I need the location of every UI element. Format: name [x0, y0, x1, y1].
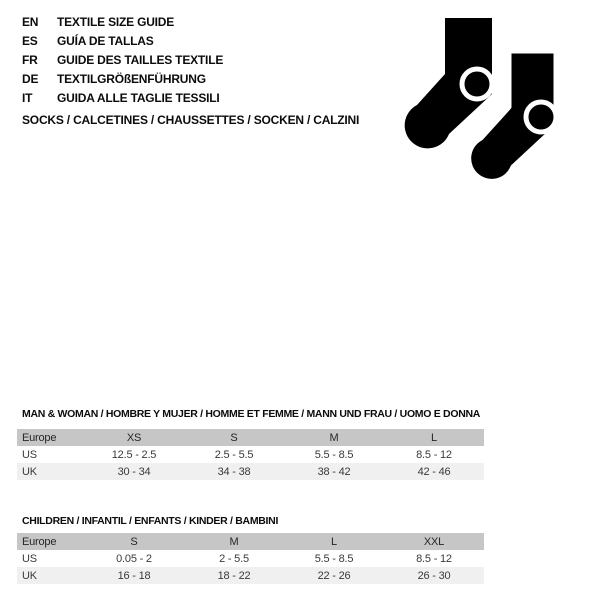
size-value: 12.5 - 2.5: [111, 448, 157, 461]
table-row-us: [17, 446, 484, 463]
row-label: US: [22, 552, 37, 565]
language-label: GUIDE DES TAILLES TEXTILE: [57, 53, 224, 67]
language-label: GUÍA DE TALLAS: [57, 34, 154, 48]
size-value: 26 - 30: [417, 569, 451, 582]
socks-icon: [400, 0, 600, 200]
language-row-es: [22, 32, 223, 51]
column-header: Europe: [22, 535, 57, 548]
size-table-children: [17, 533, 484, 584]
table-row-uk: [17, 463, 484, 480]
language-row-it: [22, 89, 223, 108]
size-value: 0.05 - 2: [116, 552, 152, 565]
column-header: L: [331, 535, 337, 548]
language-row-de: [22, 70, 223, 89]
column-header: XS: [126, 431, 142, 444]
column-header: S: [130, 535, 138, 548]
language-row-en: [22, 13, 223, 32]
column-header: S: [230, 431, 238, 444]
language-row-fr: [22, 51, 223, 70]
table-header-row: [17, 429, 484, 446]
size-value: 18 - 22: [217, 569, 251, 582]
language-code: DE: [22, 72, 39, 86]
column-header: M: [229, 535, 239, 548]
size-value: 22 - 26: [317, 569, 351, 582]
column-header: L: [431, 431, 437, 444]
language-label: TEXTILE SIZE GUIDE: [57, 15, 175, 29]
size-value: 30 - 34: [117, 465, 151, 478]
column-header: XXL: [423, 535, 445, 548]
size-value: 42 - 46: [417, 465, 451, 478]
sock-back-shape: [405, 18, 492, 148]
row-label: UK: [22, 465, 37, 478]
size-value: 2.5 - 5.5: [214, 448, 254, 461]
size-value: 2 - 5.5: [219, 552, 249, 565]
size-value: 5.5 - 8.5: [314, 448, 354, 461]
row-label: US: [22, 448, 37, 461]
language-label: GUIDA ALLE TAGLIE TESSILI: [57, 91, 220, 105]
size-table-adults: [17, 429, 484, 480]
size-value: 8.5 - 12: [416, 448, 452, 461]
language-list: [22, 13, 223, 108]
size-value: 16 - 18: [117, 569, 151, 582]
column-header: M: [329, 431, 339, 444]
table-row-us: [17, 550, 484, 567]
size-value: 5.5 - 8.5: [314, 552, 354, 565]
language-code: EN: [22, 15, 39, 29]
size-value: 8.5 - 12: [416, 552, 452, 565]
language-code: ES: [22, 34, 38, 48]
language-label: TEXTILGRÖßENFÜHRUNG: [57, 72, 206, 86]
category-title: SOCKS / CALCETINES / CHAUSSETTES / SOCKEN / CALZINI: [22, 113, 360, 127]
row-label: UK: [22, 569, 37, 582]
size-value: 34 - 38: [217, 465, 251, 478]
table-row-uk: [17, 567, 484, 584]
language-code: IT: [22, 91, 33, 105]
table-header-row: [17, 533, 484, 550]
table-title-children: CHILDREN / INFANTIL / ENFANTS / KINDER / BAMBINI: [22, 515, 279, 527]
language-code: FR: [22, 53, 38, 67]
size-value: 38 - 42: [317, 465, 351, 478]
column-header: Europe: [22, 431, 57, 444]
table-title-adults: MAN & WOMAN / HOMBRE Y MUJER / HOMME ET FEMME / MANN UND FRAU / UOMO E DONNA: [22, 408, 481, 420]
